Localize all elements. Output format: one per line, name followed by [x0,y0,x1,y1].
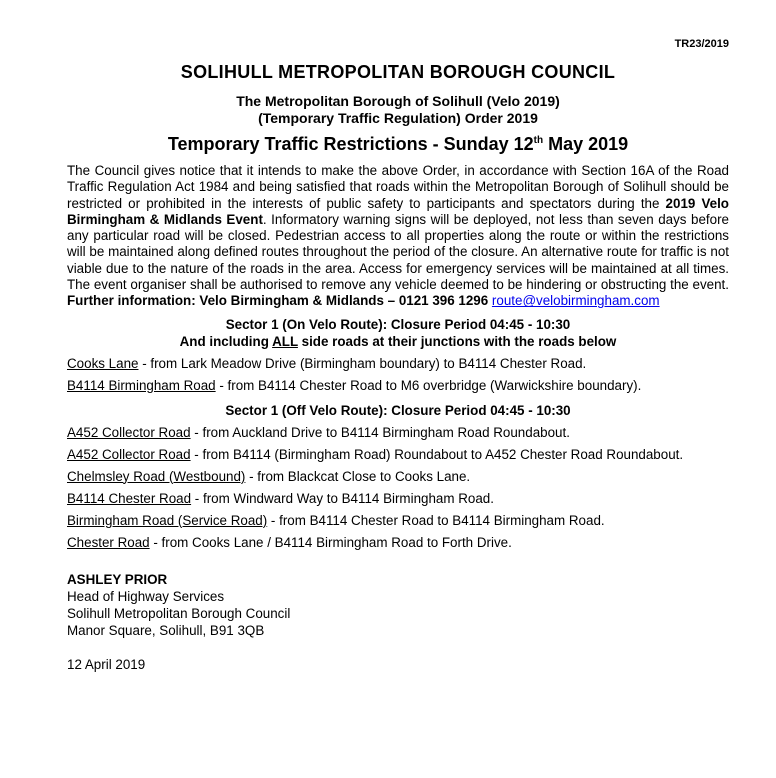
signatory-name: ASHLEY PRIOR [67,571,168,587]
road-entry [67,447,729,463]
title-superscript: th [533,135,544,146]
order-title-line-2: (Temporary Traffic Regulation) Order 2019 [258,110,538,126]
side-roads-note-text: And including [179,333,273,349]
sector-on-route-heading [67,316,729,350]
side-roads-note-all: ALL [272,333,298,349]
road-entry [67,469,729,485]
road-name: Chelmsley Road (Westbound) [67,468,246,484]
road-description: - from Cooks Lane / B4114 Birmingham Road to Forth Drive. [149,534,512,550]
road-name: Cooks Lane [67,355,139,371]
further-information: Further information: Velo Birmingham & Midlands – 0121 396 1296 [67,293,489,309]
order-title [67,93,729,127]
road-entry [67,356,729,372]
road-name: Birmingham Road (Service Road) [67,512,268,528]
title-text-end: May 2019 [543,134,629,154]
road-entry [67,491,729,507]
page-title [67,134,729,155]
notice-document [67,38,729,672]
council-heading: SOLIHULL METROPOLITAN BOROUGH COUNCIL [180,62,616,82]
event-name: 2019 Velo Birmingham & Midlands Event [67,195,729,227]
sector-off-route-heading: Sector 1 (Off Velo Route): Closure Period 04:45 - 10:30 [225,402,571,418]
road-name: B4114 Chester Road [67,490,192,506]
email-link[interactable]: route@velobirmingham.com [491,293,660,309]
road-description: - from Auckland Drive to B4114 Birmingham Road Roundabout. [190,424,570,440]
notice-date: 12 April 2019 [67,656,146,672]
order-title-line-1: The Metropolitan Borough of Solihull (Velo 2019) [236,93,560,109]
road-description: - from B4114 Chester Road to M6 overbridge (Warwickshire boundary). [215,377,642,393]
road-name: Chester Road [67,534,150,550]
sector-on-route-title: Sector 1 (On Velo Route): Closure Period 04:45 - 10:30 [225,316,571,332]
road-entry [67,535,729,551]
road-entry [67,513,729,529]
road-entry [67,378,729,394]
notice-text: The Council gives notice that it intends to make the above Order, in accordance with Section 16A of the Road Traffic Regulation Act 1984 and being satisfied that roads within the Metropolitan Borough of Solihull should be restricted or prohibited in the interests of public safety to participants and spectators during the [67,163,729,211]
road-description: - from Windward Way to B4114 Birmingham Road. [191,490,494,506]
road-name: A452 Collector Road [67,424,191,440]
notice-paragraph [67,163,729,310]
road-description: - from Blackcat Close to Cooks Lane. [245,468,471,484]
signatory-address: Manor Square, Solihull, B91 3QB [67,622,265,638]
reference-number: TR23/2019 [674,38,729,50]
side-roads-note-end: side roads at their junctions with the roads below [297,333,617,349]
road-name: B4114 Birmingham Road [67,377,216,393]
road-name: A452 Collector Road [67,446,191,462]
notice-text-continued: . Informatory warning signs will be deployed, not less than seven days before any particular road will be closed. Pedestrian access to all properties along the route or within the restrictions will be maintained along defined routes throughout the period of the closure. An alternative route for traffic is not viable due to the nature of the roads in the area. Access for emergency services will be maintained at all times. The event organiser shall be authorised to remove any vehicle deemed to be hindering or obstructing the event. [67,211,729,293]
road-description: - from Lark Meadow Drive (Birmingham boundary) to B4114 Chester Road. [138,355,587,371]
road-description: - from B4114 Chester Road to B4114 Birmingham Road. [267,512,605,528]
road-entry [67,425,729,441]
signature-block [67,571,729,639]
road-description: - from B4114 (Birmingham Road) Roundabout to A452 Chester Road Roundabout. [190,446,684,462]
signatory-role: Head of Highway Services [67,588,225,604]
title-text: Temporary Traffic Restrictions - Sunday 12 [167,134,534,154]
side-roads-note [67,333,729,350]
signatory-organisation: Solihull Metropolitan Borough Council [67,605,291,621]
